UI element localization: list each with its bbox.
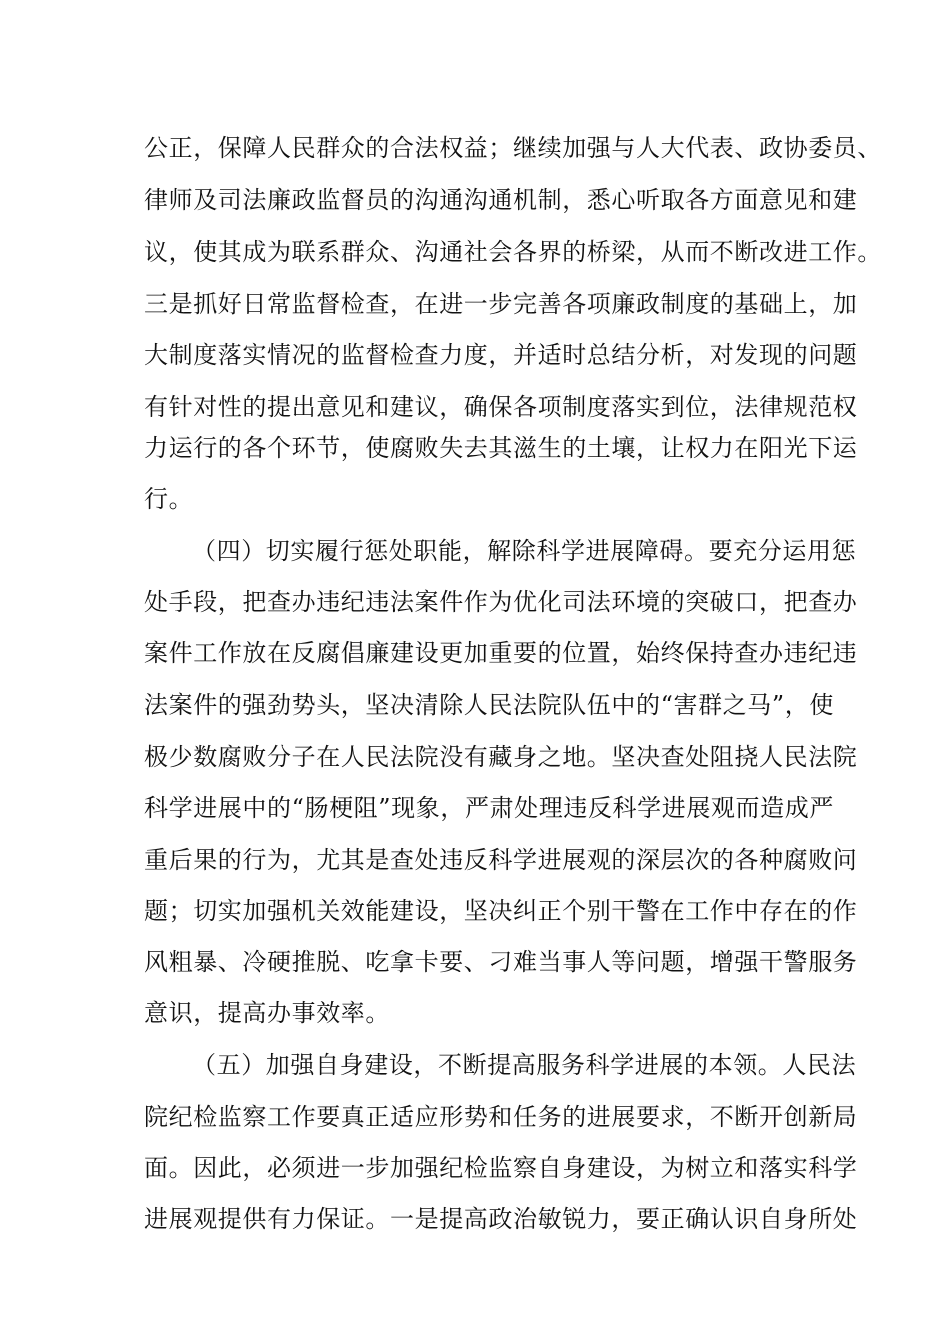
text-line: 公正，保障人民群众的合法权益；继续加强与人大代表、政协委员、 <box>144 134 882 162</box>
text-line: 面。因此，必须进一步加强纪检监察自身建设，为树立和落实科学 <box>144 1154 858 1182</box>
paragraph-four-heading: （四）切实履行惩处职能，解除科学进展障碍。要充分运用惩 <box>192 537 857 565</box>
text-line: 行。 <box>144 485 194 513</box>
text-line: 律师及司法廉政监督员的沟通沟通机制，悉心听取各方面意见和建 <box>144 186 858 214</box>
text-line: 议，使其成为联系群众、沟通社会各界的桥梁，从而不断改进工作。 <box>144 238 882 266</box>
text-line: 重后果的行为，尤其是查处违反科学进展观的深层次的各种腐败问 <box>144 846 858 874</box>
text-line: 意识，提高办事效率。 <box>144 999 390 1027</box>
text-line: 三是抓好日常监督检查，在进一步完善各项廉政制度的基础上，加 <box>144 290 858 318</box>
text-line: 风粗暴、冷硬推脱、吃拿卡要、刁难当事人等问题，增强干警服务 <box>144 948 858 976</box>
text-line: 法案件的强劲势头，坚决清除人民法院队伍中的“害群之马”，使 <box>144 691 834 719</box>
text-line: 科学进展中的“肠梗阻”现象，严肃处理违反科学进展观而造成严 <box>144 794 834 822</box>
text-line: 院纪检监察工作要真正适应形势和任务的进展要求，不断开创新局 <box>144 1103 858 1131</box>
text-line: 大制度落实情况的监督检查力度，并适时总结分析，对发现的问题 <box>144 341 858 369</box>
text-line: 极少数腐败分子在人民法院没有藏身之地。坚决查处阻挠人民法院 <box>144 743 858 771</box>
text-line: 力运行的各个环节，使腐败失去其滋生的土壤，让权力在阳光下运 <box>144 434 858 462</box>
text-line: 进展观提供有力保证。一是提高政治敏锐力，要正确认识自身所处 <box>144 1205 858 1233</box>
paragraph-five-heading: （五）加强自身建设，不断提高服务科学进展的本领。人民法 <box>192 1051 857 1079</box>
text-line: 有针对性的提出意见和建议，确保各项制度落实到位，法律规范权 <box>144 393 858 421</box>
text-line: 案件工作放在反腐倡廉建设更加重要的位置，始终保持查办违纪违 <box>144 639 858 667</box>
text-line: 题；切实加强机关效能建设，坚决纠正个别干警在工作中存在的作 <box>144 897 858 925</box>
text-line: 处手段，把查办违纪违法案件作为优化司法环境的突破口，把查办 <box>144 588 858 616</box>
